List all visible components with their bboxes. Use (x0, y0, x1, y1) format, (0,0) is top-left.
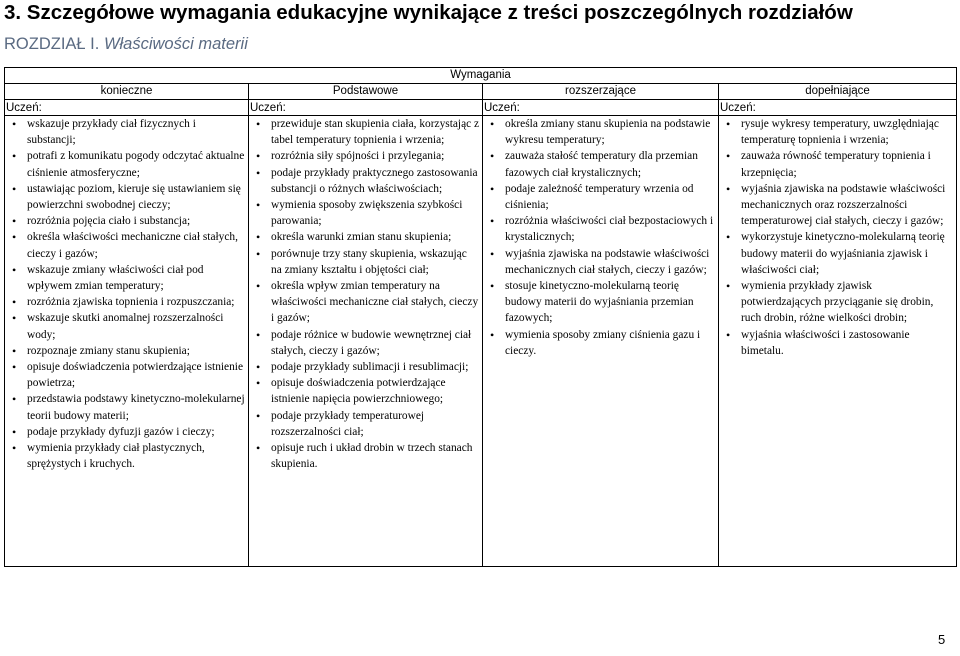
requirement-item: • podaje przykłady praktycznego zastosowania substancji o różnych właściwościach; (249, 165, 482, 197)
requirement-item: • wymienia sposoby zmiany ciśnienia gazu i cieczy. (483, 327, 718, 359)
section-heading: 3. Szczegółowe wymagania edukacyjne wynikające z treści poszczególnych rozdziałów (4, 1, 853, 24)
requirements-table (4, 67, 957, 567)
page-number: 5 (938, 632, 946, 647)
requirement-item: • podaje różnice w budowie wewnętrznej ciał stałych, cieczy i gazów; (249, 327, 482, 359)
column-header-rozszerzajace: rozszerzające (483, 84, 719, 100)
requirement-item: • opisuje doświadczenia potwierdzające istnienie powietrza; (5, 359, 248, 391)
requirement-item: • rozróżnia zjawiska topnienia i rozpuszczania; (5, 294, 248, 310)
requirements-list (249, 116, 482, 472)
chapter-name: Właściwości materii (103, 35, 248, 53)
requirement-item: • określa warunki zmian stanu skupienia; (249, 229, 482, 245)
requirements-cell-podstawowe (249, 116, 483, 567)
requirement-item: • przedstawia podstawy kinetyczno-molekularnej teorii budowy materii; (5, 391, 248, 423)
requirement-item: • wyjaśnia zjawiska na podstawie właściwości mechanicznych oraz rozszerzalności temperaturowej ciał stałych, cieczy i gazów; (719, 181, 956, 230)
student-label: Uczeń: (249, 100, 483, 116)
requirement-item: • porównuje trzy stany skupienia, wskazując na zmiany kształtu i objętości ciał; (249, 246, 482, 278)
requirements-cell-konieczne (5, 116, 249, 567)
requirements-list (5, 116, 248, 472)
requirement-item: • wskazuje skutki anomalnej rozszerzalności wody; (5, 310, 248, 342)
requirement-item: • podaje przykłady dyfuzji gazów i cieczy; (5, 424, 248, 440)
requirement-item: • określa właściwości mechaniczne ciał stałych, cieczy i gazów; (5, 229, 248, 261)
requirement-item: • wyjaśnia właściwości i zastosowanie bimetalu. (719, 327, 956, 359)
requirement-item: • rozpoznaje zmiany stanu skupienia; (5, 343, 248, 359)
requirement-item: • wykorzystuje kinetyczno-molekularną teorię budowy materii do wyjaśniania zjawisk i właściwości ciał; (719, 229, 956, 278)
chapter-prefix: ROZDZIAŁ I. (4, 35, 100, 53)
requirements-list (719, 116, 956, 359)
requirement-item: • opisuje doświadczenia potwierdzające istnienie napięcia powierzchniowego; (249, 375, 482, 407)
requirement-item: • rozróżnia pojęcia ciało i substancja; (5, 213, 248, 229)
requirement-item: • wymienia sposoby zwiększenia szybkości parowania; (249, 197, 482, 229)
column-header-dopelniajace: dopełniające (719, 84, 957, 100)
column-header-konieczne: konieczne (5, 84, 249, 100)
requirement-item: • ustawiając poziom, kieruje się ustawianiem się powierzchni swobodnej cieczy; (5, 181, 248, 213)
student-label: Uczeń: (483, 100, 719, 116)
requirement-item: • wskazuje zmiany właściwości ciał pod wpływem zmian temperatury; (5, 262, 248, 294)
requirement-item: • wskazuje przykłady ciał fizycznych i substancji; (5, 116, 248, 148)
requirement-item: • stosuje kinetyczno-molekularną teorię budowy materii do wyjaśniania przemian fazowych; (483, 278, 718, 327)
requirement-item: • rozróżnia siły spójności i przylegania; (249, 148, 482, 164)
requirement-item: • określa zmiany stanu skupienia na podstawie wykresu temperatury; (483, 116, 718, 148)
requirement-item: • podaje zależność temperatury wrzenia od ciśnienia; (483, 181, 718, 213)
requirement-item: • opisuje ruch i układ drobin w trzech stanach skupienia. (249, 440, 482, 472)
requirement-item: • wyjaśnia zjawiska na podstawie właściwości mechanicznych ciał stałych, cieczy i gazów; (483, 246, 718, 278)
requirement-item: • rysuje wykresy temperatury, uwzględniając temperaturę topnienia i wrzenia; (719, 116, 956, 148)
requirements-cell-dopelniajace (719, 116, 957, 567)
chapter-title (4, 34, 248, 54)
requirement-item: • podaje przykłady sublimacji i resublimacji; (249, 359, 482, 375)
requirement-item: • zauważa stałość temperatury dla przemian fazowych ciał krystalicznych; (483, 148, 718, 180)
requirements-group-header: Wymagania (5, 68, 957, 84)
requirement-item: • rozróżnia właściwości ciał bezpostaciowych i krystalicznych; (483, 213, 718, 245)
student-label: Uczeń: (5, 100, 249, 116)
requirement-item: • potrafi z komunikatu pogody odczytać aktualne ciśnienie atmosferyczne; (5, 148, 248, 180)
requirements-list (483, 116, 718, 359)
requirement-item: • wymienia przykłady zjawisk potwierdzających przyciąganie się drobin, ruch drobin, różne wielkości drobin; (719, 278, 956, 327)
requirement-item: • zauważa równość temperatury topnienia i krzepnięcia; (719, 148, 956, 180)
column-header-podstawowe: Podstawowe (249, 84, 483, 100)
requirement-item: • przewiduje stan skupienia ciała, korzystając z tabel temperatury topnienia i wrzenia; (249, 116, 482, 148)
requirement-item: • określa wpływ zmian temperatury na właściwości mechaniczne ciał stałych, cieczy i gazów; (249, 278, 482, 327)
student-label: Uczeń: (719, 100, 957, 116)
requirement-item: • wymienia przykłady ciał plastycznych, sprężystych i kruchych. (5, 440, 248, 472)
requirement-item: • podaje przykłady temperaturowej rozszerzalności ciał; (249, 408, 482, 440)
requirements-cell-rozszerzajace (483, 116, 719, 567)
